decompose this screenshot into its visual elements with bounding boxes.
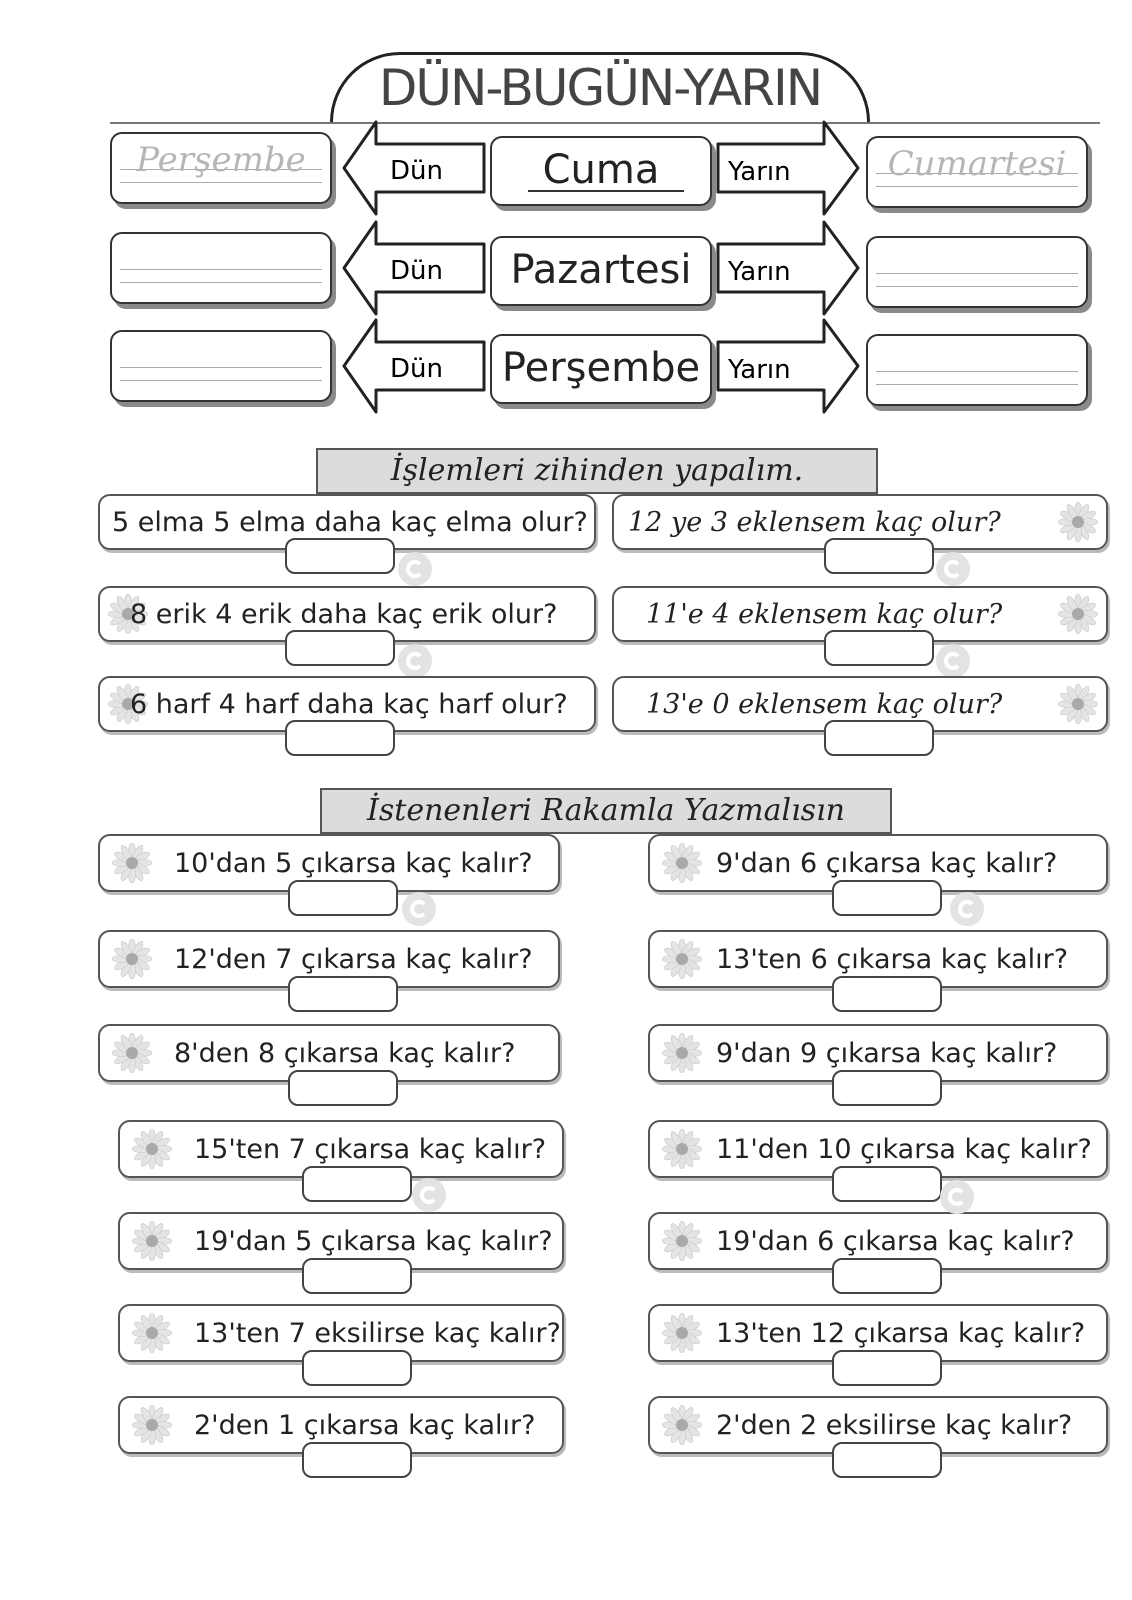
answer-input-box[interactable]: [832, 880, 942, 916]
tomorrow-answer-box[interactable]: [866, 236, 1088, 308]
daisy-icon: [662, 1129, 702, 1169]
page-title: DÜN-BUGÜN-YARIN: [378, 59, 822, 117]
today-box: [490, 334, 712, 404]
tomorrow-label: Yarın: [728, 355, 791, 385]
section2-header: İstenenleri Rakamla Yazmalısın: [320, 788, 892, 834]
daisy-icon: [662, 1405, 702, 1445]
daisy-icon: [112, 939, 152, 979]
c-watermark-icon: [936, 552, 970, 586]
answer-input-box[interactable]: [285, 538, 395, 574]
c-watermark-icon: [398, 552, 432, 586]
yesterday-answer-box[interactable]: [110, 132, 332, 204]
answer-input-box[interactable]: [302, 1166, 412, 1202]
question-text: 9'dan 9 çıkarsa kaç kalır?: [716, 1037, 1058, 1069]
question-text: 11'e 4 eklensem kaç olur?: [646, 598, 1003, 630]
question-text: 10'dan 5 çıkarsa kaç kalır?: [174, 847, 533, 879]
left-arrow-icon: [342, 220, 492, 316]
tomorrow-label: Yarın: [728, 257, 791, 287]
answer-input-box[interactable]: [832, 1442, 942, 1478]
question-text: 8'den 8 çıkarsa kaç kalır?: [174, 1037, 516, 1069]
daisy-icon: [662, 1313, 702, 1353]
left-arrow-icon: [342, 318, 492, 414]
question-text: 15'ten 7 çıkarsa kaç kalır?: [194, 1133, 547, 1165]
question-text: 8 erik 4 erik daha kaç erik olur?: [130, 598, 558, 630]
yesterday-answer-box[interactable]: [110, 330, 332, 402]
c-watermark-icon: [950, 892, 984, 926]
answer-input-box[interactable]: [832, 1350, 942, 1386]
right-arrow-icon: [714, 220, 864, 316]
today-label: Perşembe: [501, 345, 701, 391]
answer-input-box[interactable]: [302, 1350, 412, 1386]
question-text: 13'e 0 eklensem kaç olur?: [646, 688, 1003, 720]
daisy-icon: [112, 1033, 152, 1073]
yesterday-answer-text: Perşembe: [136, 140, 306, 180]
daisy-icon: [1058, 502, 1098, 542]
daisy-icon: [112, 843, 152, 883]
answer-input-box[interactable]: [832, 1070, 942, 1106]
daisy-icon: [662, 939, 702, 979]
right-arrow-icon: [714, 120, 864, 216]
today-label: Cuma: [542, 147, 660, 193]
question-text: 12 ye 3 eklensem kaç olur?: [628, 506, 1001, 538]
daisy-icon: [132, 1129, 172, 1169]
question-text: 19'dan 6 çıkarsa kaç kalır?: [716, 1225, 1075, 1257]
answer-input-box[interactable]: [288, 880, 398, 916]
answer-input-box[interactable]: [285, 720, 395, 756]
question-text: 6 harf 4 harf daha kaç harf olur?: [130, 688, 568, 720]
daisy-icon: [132, 1221, 172, 1261]
tomorrow-answer-box[interactable]: [866, 334, 1088, 406]
today-underline: [528, 190, 684, 192]
question-text: 2'den 2 eksilirse kaç kalır?: [716, 1409, 1073, 1441]
yesterday-label: Dün: [390, 156, 443, 186]
question-text: 13'ten 6 çıkarsa kaç kalır?: [716, 943, 1069, 975]
answer-input-box[interactable]: [832, 1258, 942, 1294]
right-arrow-icon: [714, 318, 864, 414]
question-text: 19'dan 5 çıkarsa kaç kalır?: [194, 1225, 553, 1257]
c-watermark-icon: [398, 644, 432, 678]
daisy-icon: [132, 1313, 172, 1353]
yesterday-label: Dün: [390, 256, 443, 286]
question-text: 11'den 10 çıkarsa kaç kalır?: [716, 1133, 1092, 1165]
answer-input-box[interactable]: [288, 1070, 398, 1106]
tomorrow-answer-text: Cumartesi: [887, 144, 1067, 184]
daisy-icon: [1058, 684, 1098, 724]
today-box: [490, 236, 712, 306]
c-watermark-icon: [936, 644, 970, 678]
title-divider: [110, 122, 1100, 124]
c-watermark-icon: [402, 892, 436, 926]
question-text: 9'dan 6 çıkarsa kaç kalır?: [716, 847, 1058, 879]
daisy-icon: [132, 1405, 172, 1445]
question-text: 13'ten 12 çıkarsa kaç kalır?: [716, 1317, 1086, 1349]
answer-input-box[interactable]: [288, 976, 398, 1012]
yesterday-answer-box[interactable]: [110, 232, 332, 304]
daisy-icon: [662, 1221, 702, 1261]
yesterday-label: Dün: [390, 354, 443, 384]
question-text: 13'ten 7 eksilirse kaç kalır?: [194, 1317, 561, 1349]
question-text: 12'den 7 çıkarsa kaç kalır?: [174, 943, 533, 975]
tomorrow-label: Yarın: [728, 157, 791, 187]
daisy-icon: [662, 1033, 702, 1073]
answer-input-box[interactable]: [832, 976, 942, 1012]
tomorrow-answer-box[interactable]: [866, 136, 1088, 208]
question-text: 5 elma 5 elma daha kaç elma olur?: [112, 506, 588, 538]
c-watermark-icon: [940, 1180, 974, 1214]
answer-input-box[interactable]: [824, 720, 934, 756]
answer-input-box[interactable]: [824, 538, 934, 574]
answer-input-box[interactable]: [285, 630, 395, 666]
answer-input-box[interactable]: [302, 1442, 412, 1478]
daisy-icon: [1058, 594, 1098, 634]
answer-input-box[interactable]: [832, 1166, 942, 1202]
answer-input-box[interactable]: [302, 1258, 412, 1294]
daisy-icon: [662, 843, 702, 883]
section1-header: İşlemleri zihinden yapalım.: [316, 448, 878, 494]
answer-input-box[interactable]: [824, 630, 934, 666]
left-arrow-icon: [342, 120, 492, 216]
today-label: Pazartesi: [510, 247, 692, 293]
c-watermark-icon: [412, 1178, 446, 1212]
question-text: 2'den 1 çıkarsa kaç kalır?: [194, 1409, 536, 1441]
today-box: [490, 136, 712, 206]
